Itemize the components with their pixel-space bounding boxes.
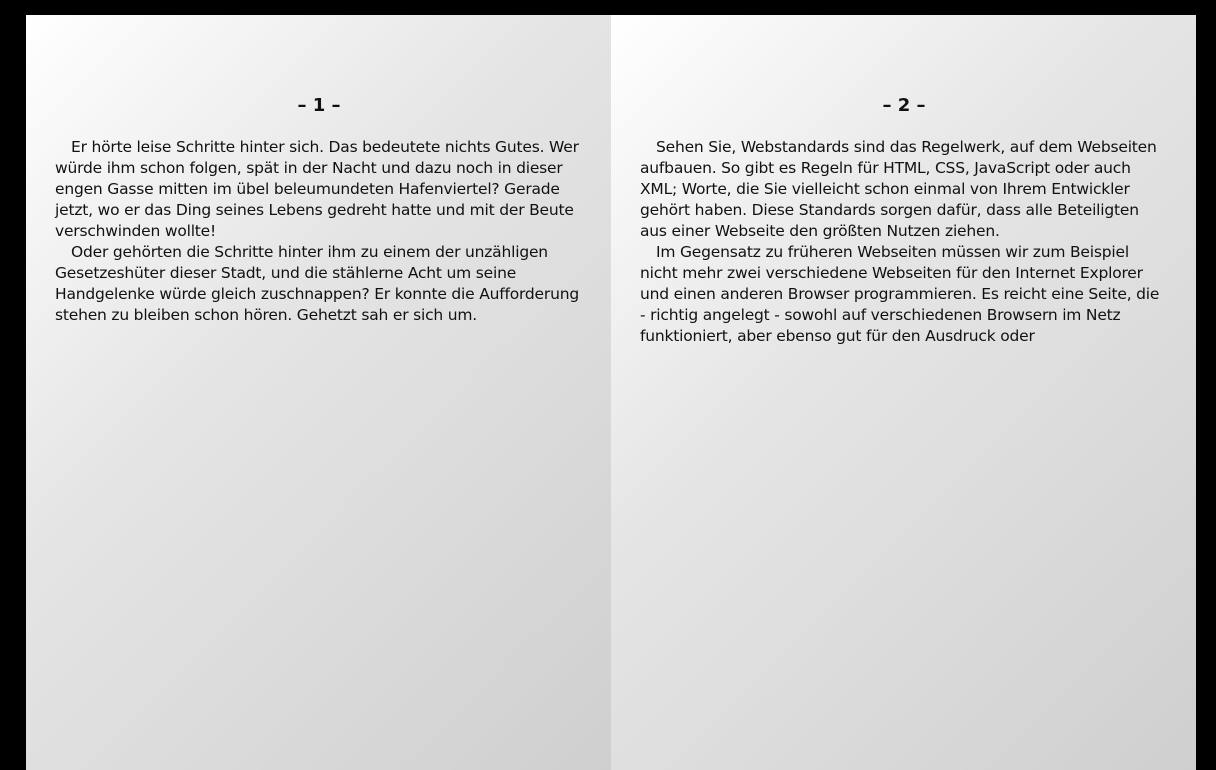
paragraph: Oder gehörten die Schritte hinter ihm zu einem der unzähligen Gesetzeshüter dieser Stadt, und die stählerne Acht um seine Handgelenke würde gleich zuschnappen? Er konnte die Aufforderung stehen zu bleiben schon hören. Gehetzt sah er sich um. [55, 243, 579, 324]
page-right[interactable] [611, 15, 1196, 770]
page-body [640, 137, 1168, 347]
book-spread [26, 15, 1196, 770]
paragraph: Sehen Sie, Webstandards sind das Regelwerk, auf dem Webseiten aufbauen. So gibt es Regeln für HTML, CSS, JavaScript oder auch XML; Worte, die Sie vielleicht schon einmal von Ihrem Entwickler gehört haben. Diese Standards sorgen dafür, dass alle Beteiligten aus einer Webseite den größten Nutzen ziehen. [640, 138, 1157, 240]
page-body [55, 137, 583, 326]
page-number: – 2 – [882, 95, 926, 116]
paragraph: Im Gegensatz zu früheren Webseiten müssen wir zum Beispiel nicht mehr zwei verschiedene Webseiten für den Internet Explorer und einen anderen Browser programmieren. Es reicht eine Seite, die - richtig angelegt - sowohl auf verschiedenen Browsern im Netz funktioniert, aber ebenso gut für den Ausdruck oder [640, 243, 1160, 345]
paragraph: Er hörte leise Schritte hinter sich. Das bedeutete nichts Gutes. Wer würde ihm schon folgen, spät in der Nacht und dazu noch in dieser engen Gasse mitten im übel beleumundeten Hafenviertel? Gerade jetzt, wo er das Ding seines Lebens gedreht hatte und mit der Beute verschwinden wollte! [55, 138, 579, 240]
page-number: – 1 – [297, 95, 341, 116]
page-left[interactable] [26, 15, 611, 770]
